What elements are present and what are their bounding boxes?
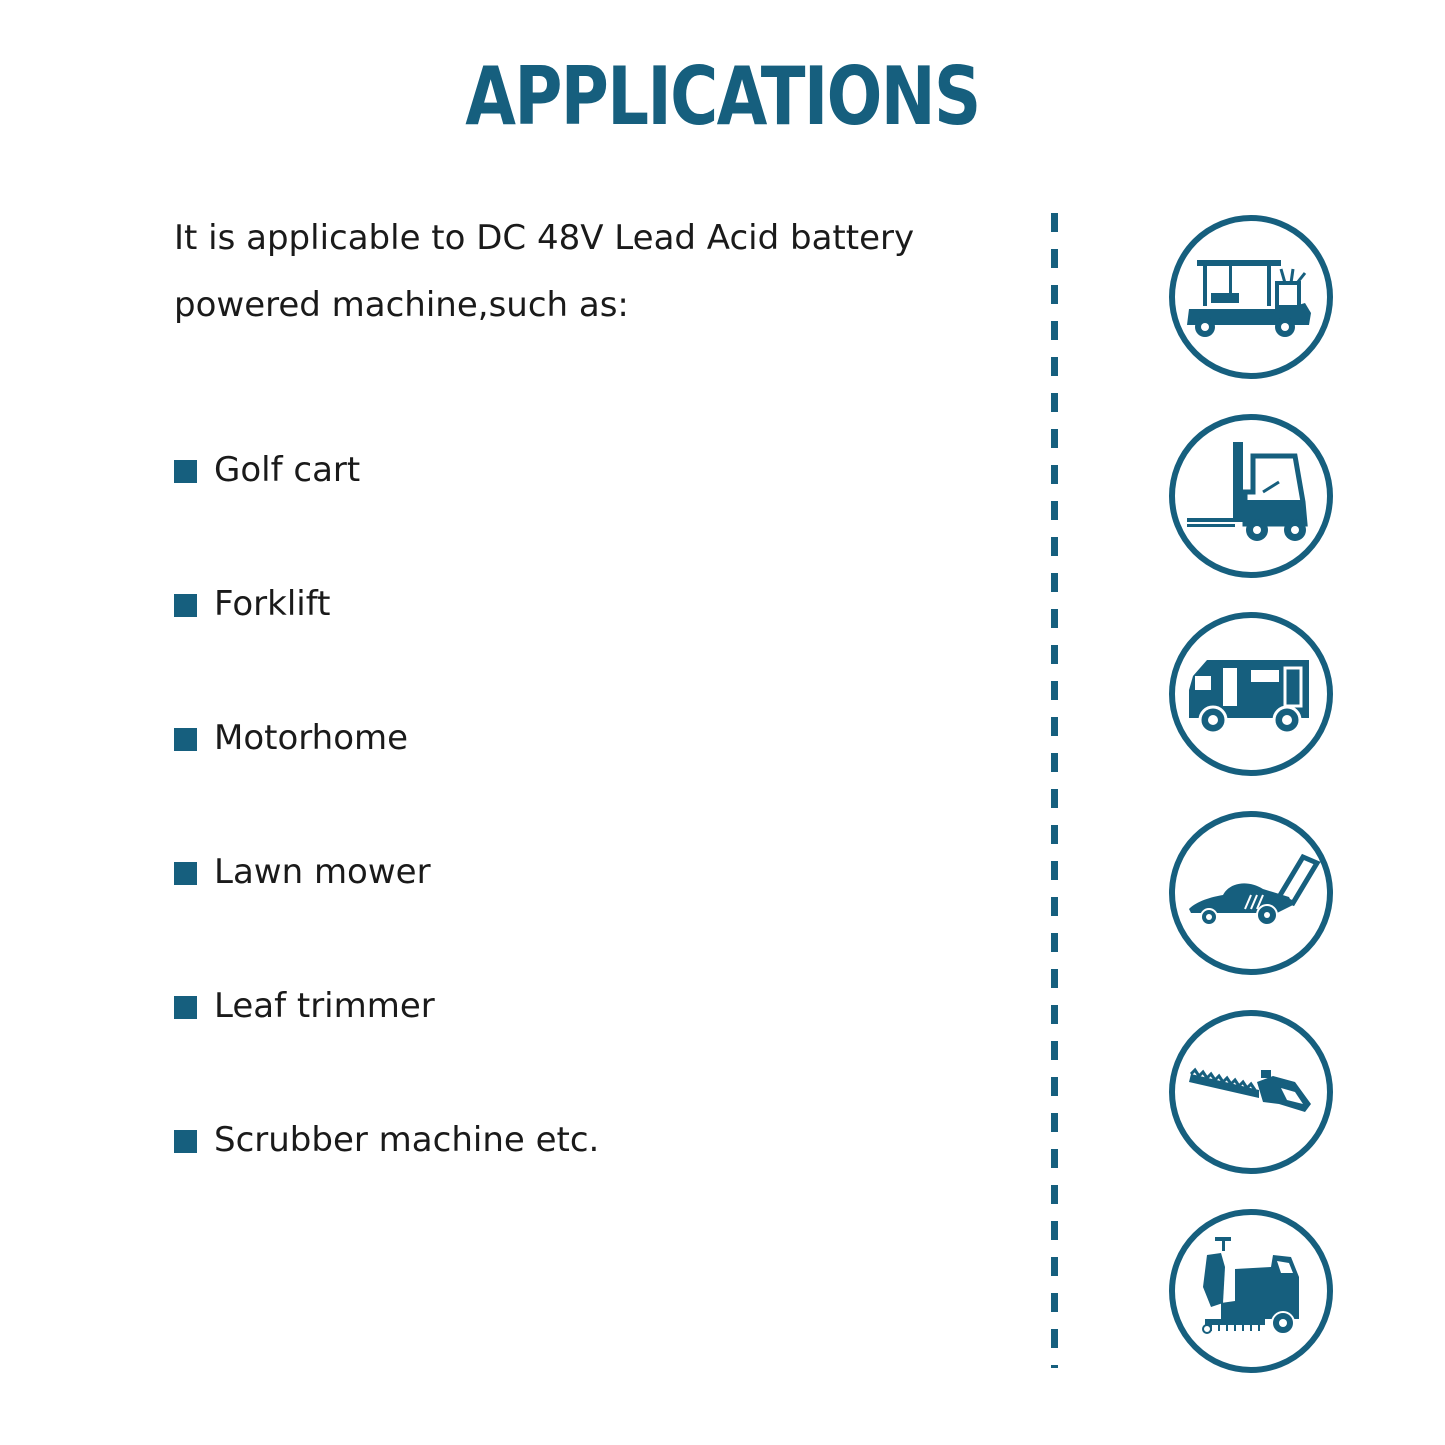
list-item [174, 1105, 599, 1239]
square-bullet-icon [174, 996, 197, 1019]
square-bullet-icon [174, 1130, 197, 1153]
motorhome-icon [1167, 610, 1335, 778]
list-item [174, 703, 599, 837]
list-item-label: Forklift [214, 584, 331, 624]
square-bullet-icon [174, 728, 197, 751]
floor-scrubber-icon [1167, 1207, 1335, 1375]
page-title: APPLICATIONS [465, 50, 980, 143]
list-item [174, 837, 599, 971]
list-item [174, 971, 599, 1105]
square-bullet-icon [174, 862, 197, 885]
list-item [174, 435, 599, 569]
forklift-icon [1167, 412, 1335, 580]
square-bullet-icon [174, 460, 197, 483]
list-item-label: Lawn mower [214, 852, 431, 892]
applications-list [174, 435, 599, 1239]
hedge-trimmer-icon [1167, 1008, 1335, 1176]
lawn-mower-icon [1167, 809, 1335, 977]
list-item-label: Motorhome [214, 718, 409, 758]
square-bullet-icon [174, 594, 197, 617]
list-item [174, 569, 599, 703]
list-item-label: Leaf trimmer [214, 986, 435, 1026]
intro-text: It is applicable to DC 48V Lead Acid battery powered machine,such as: [174, 218, 915, 325]
list-item-label: Scrubber machine etc. [214, 1120, 600, 1160]
list-item-label: Golf cart [214, 450, 361, 490]
dashed-divider [1051, 213, 1058, 1368]
golf-cart-icon [1167, 213, 1335, 381]
